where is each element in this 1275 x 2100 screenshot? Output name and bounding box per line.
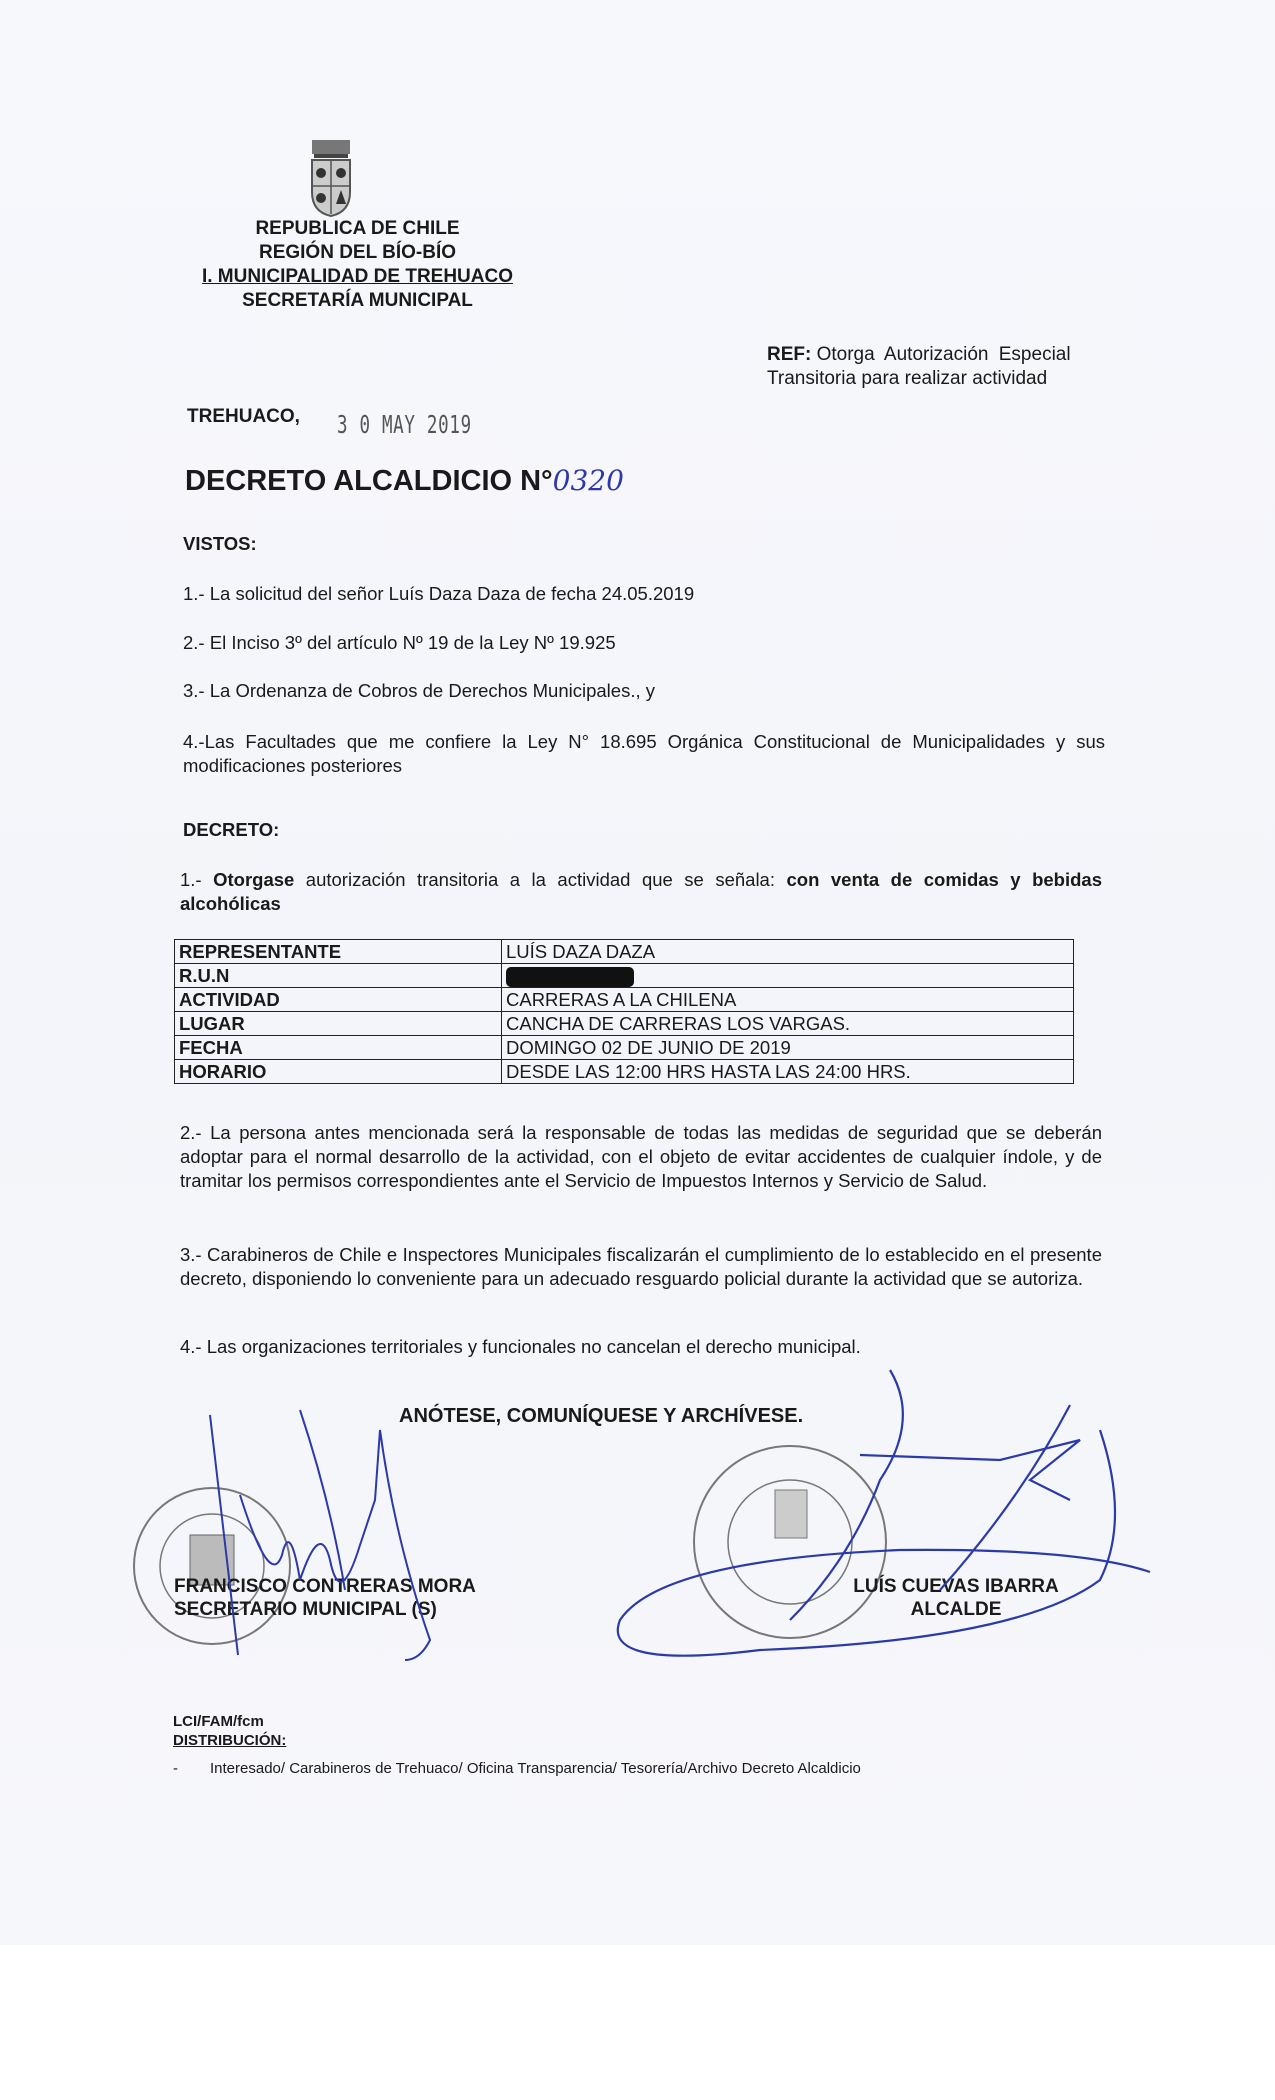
decree-title-text: DECRETO ALCALDICIO N° (185, 465, 553, 497)
initials: LCI/FAM/fcm (173, 1713, 264, 1730)
decree-number: 0320 (552, 464, 624, 497)
row-value: LUÍS DAZA DAZA (502, 940, 1074, 964)
row-value: CARRERAS A LA CHILENA (502, 988, 1074, 1012)
letterhead-line: I. MUNICIPALIDAD DE TREHUACO (201, 266, 514, 287)
ref-label: REF: (767, 344, 812, 365)
signer-role: ALCALDE (910, 1599, 1002, 1620)
left-signature-icon (210, 1410, 430, 1660)
row-value: CANCHA DE CARRERAS LOS VARGAS. (502, 1012, 1074, 1036)
signer-name: FRANCISCO CONTRERAS MORA (174, 1576, 476, 1597)
decreto-point-2: 2.- La persona antes mencionada será la responsable de todas las medidas de seguridad que se deberán adoptar para el normal desarrollo de la actividad, con el objeto de evitar accidentes de cualquier índole, y de tramitar los permisos correspondientes ante el Servicio de Impuestos Internos y Servicio de Salud. (180, 1122, 1102, 1191)
distribution-heading: DISTRIBUCIÓN: (173, 1732, 287, 1749)
ref-line1: Otorga Autorización Especial (816, 344, 1071, 365)
vistos-item: 1.- La solicitud del señor Luís Daza Daza de fecha 24.05.2019 (183, 583, 695, 604)
place: TREHUACO, (187, 406, 300, 427)
row-label: REPRESENTANTE (175, 940, 502, 964)
decreto-heading: DECRETO: (183, 819, 280, 840)
distribution-list: Interesado/ Carabineros de Trehuaco/ Oficina Transparencia/ Tesorería/Archivo Decreto Alcaldicio (210, 1760, 861, 1777)
letterhead-line: SECRETARÍA MUNICIPAL (242, 290, 473, 311)
letterhead-line: REGIÓN DEL BÍO-BÍO (258, 242, 457, 263)
text: Otorgase (213, 869, 295, 890)
text: con venta de comidas y bebidas alcohólicas (180, 869, 1102, 914)
row-label: FECHA (175, 1036, 502, 1060)
ref-line2: Transitoria para realizar actividad (767, 368, 1048, 389)
row-value: DESDE LAS 12:00 HRS HASTA LAS 24:00 HRS. (502, 1060, 1074, 1084)
row-label: ACTIVIDAD (175, 988, 502, 1012)
vistos-item: 4.-Las Facultades que me confiere la Ley N° 18.695 Orgánica Constitucional de Municipalidades y sus modificaciones posteriores (183, 731, 1105, 776)
vistos-item: 3.- La Ordenanza de Cobros de Derechos Municipales., y (183, 680, 656, 701)
row-label: HORARIO (175, 1060, 502, 1084)
right-signature-icon (618, 1370, 1150, 1656)
distribution-bullet: - (173, 1760, 178, 1777)
letterhead-line: REPUBLICA DE CHILE (255, 218, 460, 239)
date-stamp: 3 0 MAY 2019 (337, 410, 472, 439)
text: 1.- (180, 869, 214, 890)
decreto-point-3: 3.- Carabineros de Chile e Inspectores Municipales fiscalizarán el cumplimiento de lo establecido en el presente decreto, disponiendo lo conveniente para un adecuado resguardo policial durante la actividad que se autoriza. (180, 1244, 1102, 1289)
vistos-heading: VISTOS: (183, 533, 257, 554)
row-label: R.U.N (175, 964, 502, 988)
text: autorización transitoria a la actividad que se señala: (294, 869, 787, 890)
closing-formula: ANÓTESE, COMUNÍQUESE Y ARCHÍVESE. (399, 1405, 804, 1427)
signer-role: SECRETARIO MUNICIPAL (S) (174, 1599, 437, 1620)
decreto-point-4: 4.- Las organizaciones territoriales y funcionales no cancelan el derecho municipal. (180, 1336, 861, 1357)
row-label: LUGAR (175, 1012, 502, 1036)
vistos-item: 2.- El Inciso 3º del artículo Nº 19 de la Ley Nº 19.925 (183, 632, 616, 653)
row-value: DOMINGO 02 DE JUNIO DE 2019 (502, 1036, 1074, 1060)
signer-name: LUÍS CUEVAS IBARRA (853, 1576, 1059, 1597)
